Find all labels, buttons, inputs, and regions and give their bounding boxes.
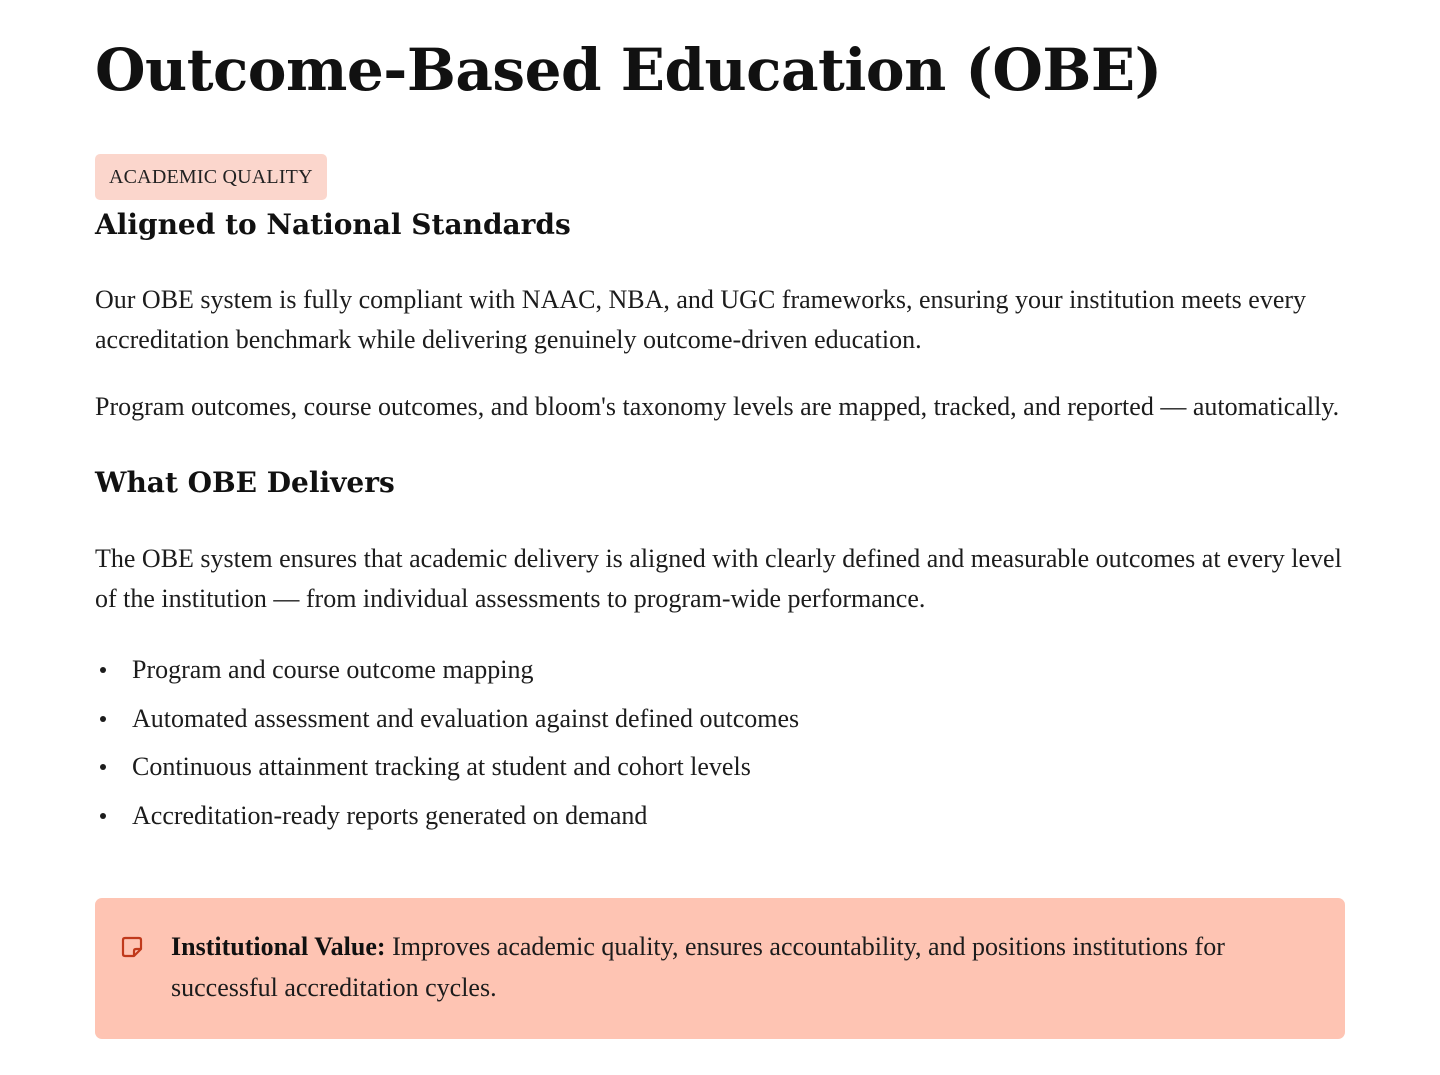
list-item-text: Accreditation-ready reports generated on demand [132,800,648,830]
callout-label: Institutional Value: [171,932,386,961]
bullet-dot-icon [100,764,106,770]
delivers-paragraph: The OBE system ensures that academic delivery is aligned with clearly defined and measurable outcomes at every level of the institution — from individual assessments to program-wide performance. [95,544,1342,613]
list-item-text: Automated assessment and evaluation against defined outcomes [132,703,800,733]
note-icon [121,936,143,958]
standards-paragraph-1: Our OBE system is fully compliant with NAAC, NBA, and UGC frameworks, ensuring your institution meets every accreditation benchmark while delivering genuinely outcome-driven education. [95,285,1307,354]
callout-text [171,926,1315,1008]
list-item-text: Program and course outcome mapping [132,655,534,684]
list-item [95,743,1345,792]
list-item-text: Continuous attainment tracking at student and cohort levels [132,752,751,781]
list-item [95,792,1345,841]
list-item [95,646,1345,695]
section-heading-delivers: What OBE Delivers [95,466,395,499]
bullet-dot-icon [100,813,106,819]
callout-body: Improves academic quality, ensures accountability, and positions institutions for successful accreditation cycles. [171,932,1225,1002]
bullet-dot-icon [100,716,106,722]
delivers-bullet-list [95,646,1345,840]
page-title: Outcome-Based Education (OBE) [95,36,1162,104]
institutional-value-callout [95,898,1345,1039]
list-item [95,695,1345,744]
standards-paragraph-2: Program outcomes, course outcomes, and bloom's taxonomy levels are mapped, tracked, and reported — automatically. [95,392,1340,421]
bullet-dot-icon [100,667,106,673]
section-heading-standards: Aligned to National Standards [95,208,571,241]
category-badge: ACADEMIC QUALITY [95,154,327,200]
